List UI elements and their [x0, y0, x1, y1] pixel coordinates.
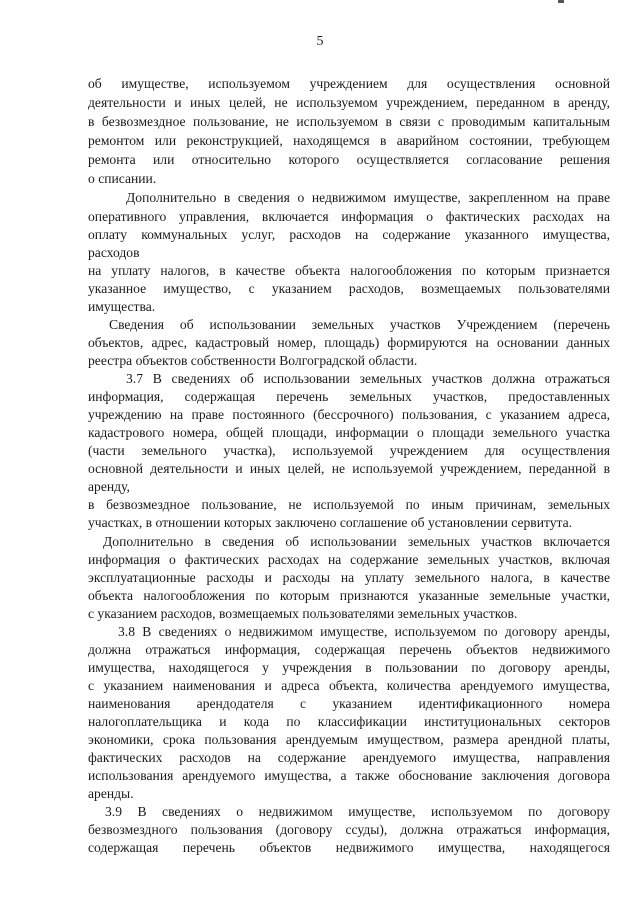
text-line: объектов, адрес, кадастровый номер, площадь) формируются на основании данных [88, 335, 610, 350]
scan-artifact [558, 0, 564, 3]
text-line: участках, в отношении которых заключено соглашение об установлении сервитута. [88, 515, 573, 530]
text-line: объекта налогообложения по которым признаются указанные земельные участки, [88, 588, 610, 603]
text-line: имущества. [88, 299, 156, 314]
text-line: должна отражаться информация, содержащая перечень объектов недвижимого [88, 642, 610, 657]
text-line: реестра объектов собственности Волгоградской области. [88, 353, 418, 368]
text-line: имущества, находящегося у учреждения в пользовании по договору аренды, [88, 660, 610, 675]
text-line: информация, содержащая перечень земельных участков, предоставленных [88, 389, 610, 404]
text-line: (части земельного участка), используемой учреждением для осуществления [88, 443, 610, 458]
text-line: ремонтом или реконструкцией, находящемся в аварийном состоянии, требующем [88, 133, 610, 148]
text-line: Дополнительно в сведения о недвижимом имуществе, закрепленном на праве [126, 190, 610, 205]
text-line: ремонта или относительно которого осуществляется согласование решения [88, 152, 610, 167]
text-line: в безвозмездное пользование, не используемом в связи с проводимым капитальным [88, 114, 610, 129]
text-line: 3.7 В сведениях об использовании земельных участков должна отражаться [126, 371, 610, 386]
text-line: Сведения об использовании земельных участков Учреждением (перечень [109, 317, 610, 332]
text-line: в безвозмездное пользование, не используемой по иным причинам, земельных [88, 497, 610, 512]
text-line: фактических расходов на содержание арендуемого имущества, направления [88, 750, 610, 765]
text-line: с указанием расходов, возмещаемых пользователями земельных участков. [88, 606, 518, 621]
text-line: учреждению на праве постоянного (бессрочного) пользования, с указанием адреса, [88, 407, 610, 422]
text-line: оплату коммунальных услуг, расходов на содержание указанного имущества, [88, 227, 610, 242]
text-line: безвозмездного пользования (договору ссуды), должна отражаться информация, [88, 822, 610, 837]
text-line: экономики, срока пользования арендуемым имуществом, размера арендной платы, [88, 732, 610, 747]
text-line: оперативного управления, включается информация о фактических расходах на [88, 209, 610, 224]
page-number: 5 [316, 34, 324, 49]
text-line: об имуществе, используемом учреждением для осуществления основной [88, 76, 610, 91]
text-line: деятельности и иных целей, не используемом учреждением, переданном в аренду, [88, 95, 610, 110]
text-line: указанное имущество, с указанием расходов, возмещаемых пользователями [88, 281, 610, 296]
text-line: Дополнительно в сведения об использовании земельных участков включается [103, 534, 610, 549]
text-line: информация о фактических расходах на содержание земельных участков, включая [88, 552, 610, 567]
text-line: основной деятельности и иных целей, не используемой учреждением, переданной в [88, 461, 610, 476]
text-line: наименования арендодателя с указанием идентификационного номера [88, 696, 610, 711]
text-line: аренду, [88, 479, 130, 494]
text-line: с указанием наименования и адреса объекта, количества арендуемого имущества, [88, 678, 610, 693]
text-line: 3.9 В сведениях о недвижимом имуществе, используемом по договору [105, 804, 610, 819]
text-line: расходов [88, 245, 140, 260]
text-line: 3.8 В сведениях о недвижимом имуществе, используемом по договору аренды, [118, 624, 610, 639]
text-line: эксплуатационные расходы и расходы на уплату земельного налога, в качестве [88, 570, 610, 585]
text-line: содержащая перечень объектов недвижимого имущества, находящегося [88, 840, 610, 855]
text-line: кадастрового номера, общей площади, информации о площади земельного участка [88, 425, 610, 440]
text-line: на уплату налогов, в качестве объекта налогообложения по которым признается [88, 263, 610, 278]
text-line: о списании. [88, 171, 157, 186]
text-line: аренды. [88, 786, 134, 801]
text-line: налогоплательщика и кода по классификации институциональных секторов [88, 714, 610, 729]
text-line: использования арендуемого имущества, а также обоснование заключения договора [88, 768, 610, 783]
